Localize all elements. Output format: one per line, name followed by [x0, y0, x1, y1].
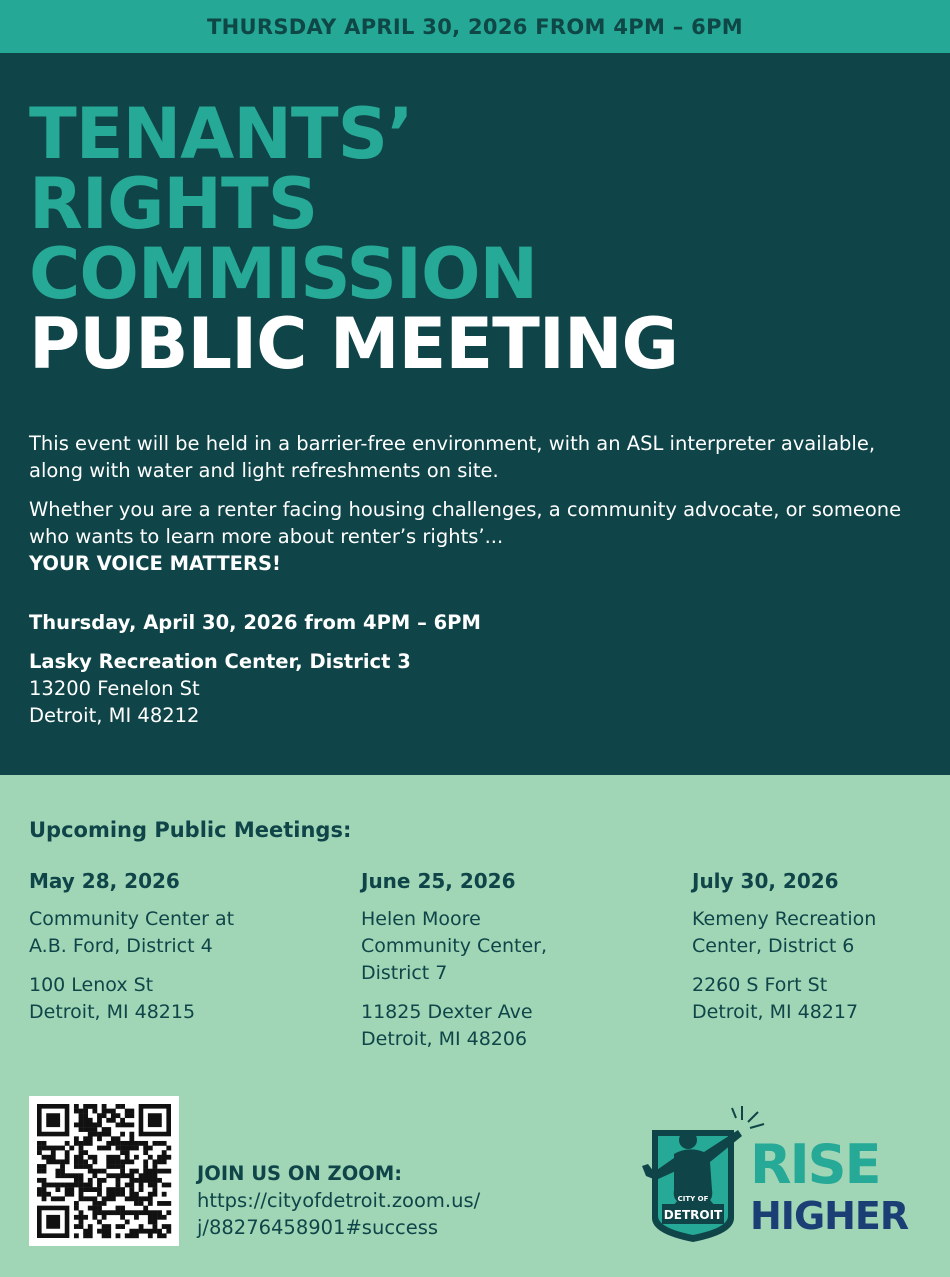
date-banner-text: THURSDAY APRIL 30, 2026 FROM 4PM – 6PM [207, 14, 743, 39]
upcoming-title: Upcoming Public Meetings: [29, 818, 352, 842]
zoom-qr-code[interactable] [29, 1096, 179, 1246]
meeting-venue-line: Center, District 6 [692, 935, 855, 957]
date-banner [0, 0, 950, 53]
higher-wordmark: HIGHER [750, 1194, 909, 1238]
meeting-date: June 25, 2026 [361, 869, 516, 893]
meeting-venue-line: Kemeny Recreation [692, 908, 877, 930]
meeting-venue [29, 906, 309, 960]
title-line-4: PUBLIC MEETING [29, 303, 679, 385]
detroit-label: DETROIT [663, 1208, 723, 1222]
intro-paragraph-2-text: Whether you are a renter facing housing challenges, a community advocate, or someone who wants to learn more about renter’s rights’... [29, 498, 902, 548]
meeting-date: July 30, 2026 [692, 869, 839, 893]
event-venue: Lasky Recreation Center, District 3 [29, 650, 411, 673]
meeting-venue-line: A.B. Ford, District 4 [29, 935, 213, 957]
meeting-column-1 [29, 868, 309, 1038]
meeting-address [692, 972, 950, 1026]
title-line-2: RIGHTS [29, 163, 318, 245]
meeting-street: 11825 Dexter Ave [361, 1001, 533, 1023]
meeting-venue-line: Community Center, [361, 935, 547, 957]
meeting-city: Detroit, MI 48215 [29, 1001, 196, 1023]
title-line-1: TENANTS’ [29, 93, 413, 175]
meeting-venue-line: Community Center at [29, 908, 235, 930]
hero-section [0, 53, 950, 775]
zoom-info [197, 1160, 480, 1241]
meeting-column-2 [361, 868, 641, 1065]
meeting-address [29, 972, 309, 1026]
meeting-date: May 28, 2026 [29, 869, 180, 893]
intro-paragraph-1: This event will be held in a barrier-free environment, with an ASL interpreter available, along with water and light refreshments on site. [29, 432, 876, 482]
zoom-heading: JOIN US ON ZOOM: [197, 1162, 403, 1185]
meeting-venue-line: Helen Moore [361, 908, 481, 930]
rise-wordmark: RISE [750, 1133, 880, 1196]
zoom-link-line: j/88276458901#success [197, 1216, 439, 1239]
meeting-venue-line: District 7 [361, 962, 448, 984]
meeting-street: 2260 S Fort St [692, 974, 828, 996]
spirit-rays-icon [732, 1106, 764, 1128]
event-street: 13200 Fenelon St [29, 677, 200, 700]
meeting-venue [361, 906, 641, 987]
qr-code-icon [29, 1096, 179, 1246]
zoom-link-line: https://cityofdetroit.zoom.us/ [197, 1189, 481, 1212]
event-location [29, 648, 929, 729]
meeting-city: Detroit, MI 48217 [692, 1001, 859, 1023]
meeting-street: 100 Lenox St [29, 974, 154, 996]
event-datetime: Thursday, April 30, 2026 from 4PM – 6PM [29, 611, 481, 634]
intro-paragraph-2 [29, 496, 929, 577]
city-of-label: CITY OF [677, 1195, 709, 1203]
event-city: Detroit, MI 48212 [29, 704, 200, 727]
meeting-city: Detroit, MI 48206 [361, 1028, 528, 1050]
voice-matters-text: YOUR VOICE MATTERS! [29, 552, 281, 575]
meeting-venue [692, 906, 950, 960]
zoom-link[interactable] [197, 1189, 480, 1239]
meeting-address [361, 999, 641, 1053]
title-line-3: COMMISSION [29, 233, 538, 315]
meeting-column-3 [692, 868, 950, 1038]
